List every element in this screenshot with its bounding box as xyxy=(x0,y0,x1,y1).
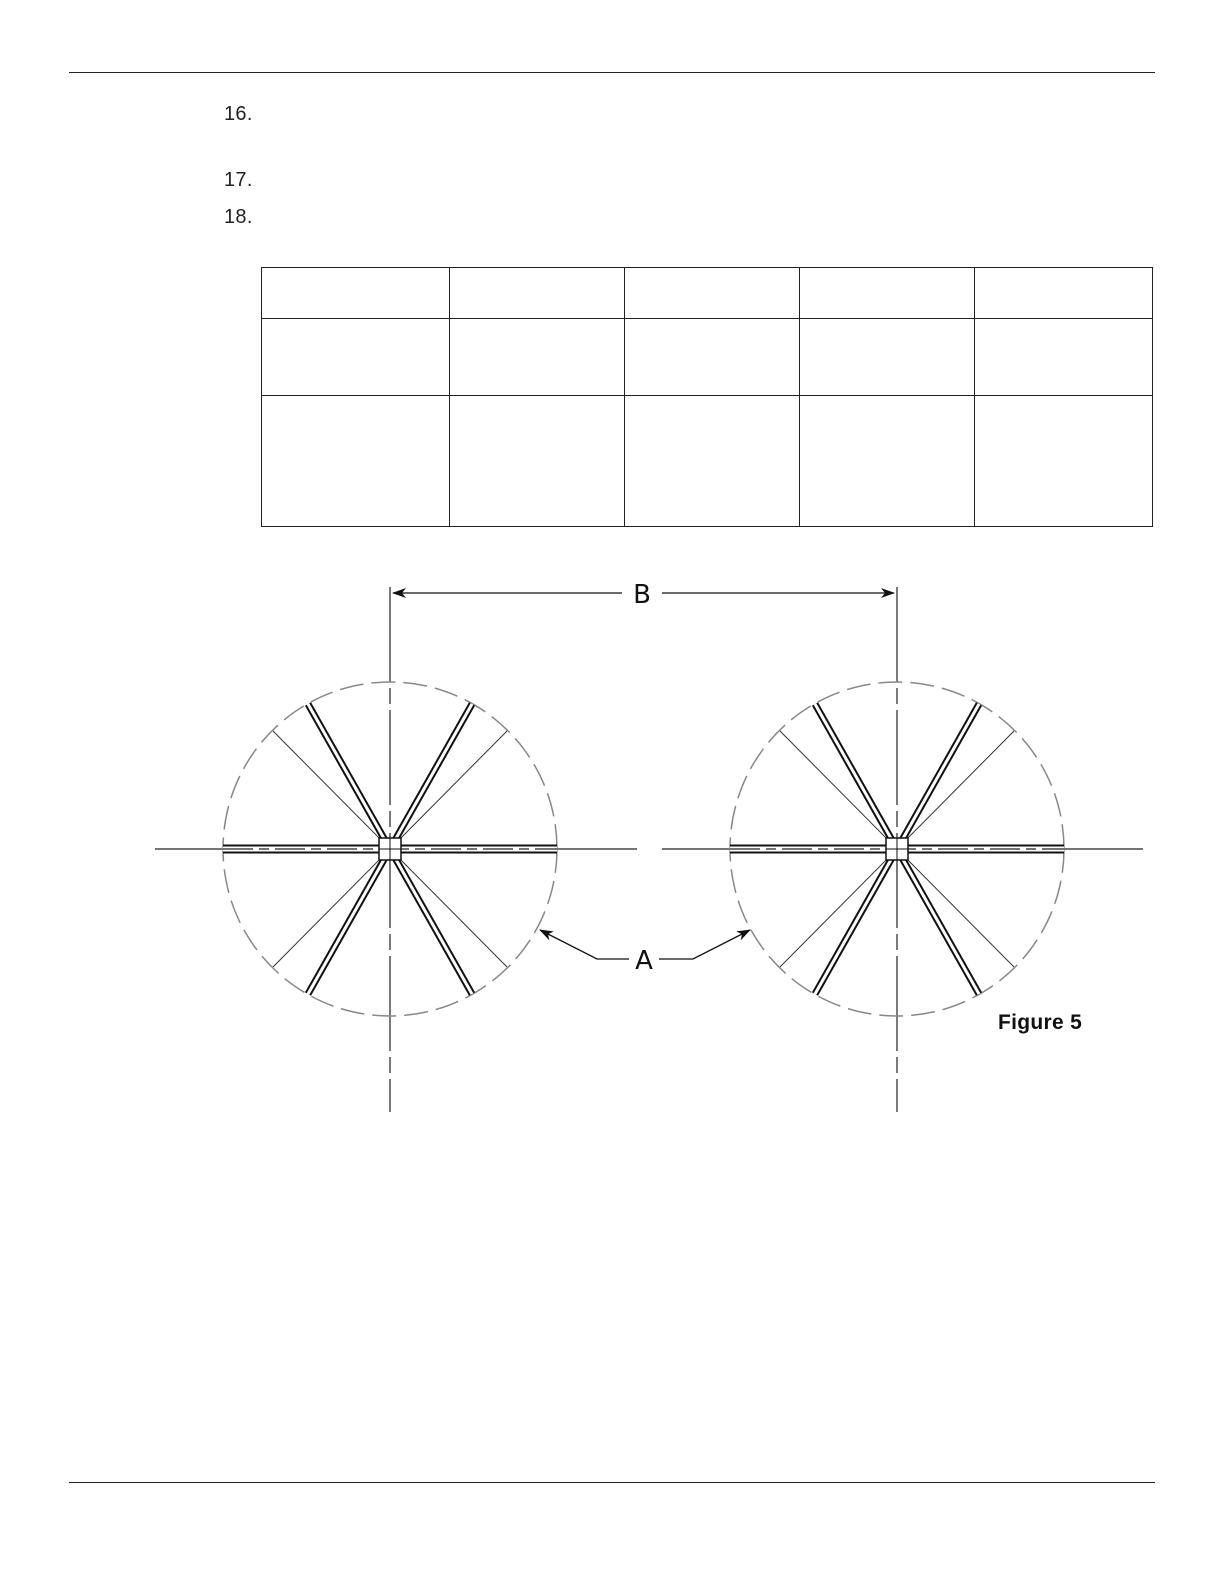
table-cell xyxy=(625,268,800,319)
table-row xyxy=(262,268,1153,319)
figure-label: Figure 5 xyxy=(998,1011,1083,1034)
spec-table xyxy=(261,267,1153,527)
table-cell xyxy=(262,396,450,527)
table-cell xyxy=(800,268,975,319)
dimension-a-label: A xyxy=(635,946,653,976)
table-cell xyxy=(262,268,450,319)
table-row xyxy=(262,319,1153,396)
dimension-b-label: B xyxy=(633,580,651,610)
dimension-a xyxy=(540,930,750,976)
table-cell xyxy=(262,319,450,396)
table-row xyxy=(262,396,1153,527)
table-cell xyxy=(625,396,800,527)
footer-rule xyxy=(69,1482,1155,1483)
table-cell xyxy=(450,396,625,527)
table-cell xyxy=(625,319,800,396)
table-cell xyxy=(800,396,975,527)
table-cell xyxy=(450,268,625,319)
step-16-number: 16. xyxy=(224,103,253,125)
table-cell xyxy=(450,319,625,396)
step-17-number: 17. xyxy=(224,169,253,191)
table-cell xyxy=(975,396,1153,527)
table-cell xyxy=(800,319,975,396)
step-18-number: 18. xyxy=(224,206,253,228)
header-rule xyxy=(69,72,1155,73)
table-cell xyxy=(975,319,1153,396)
table-cell xyxy=(975,268,1153,319)
